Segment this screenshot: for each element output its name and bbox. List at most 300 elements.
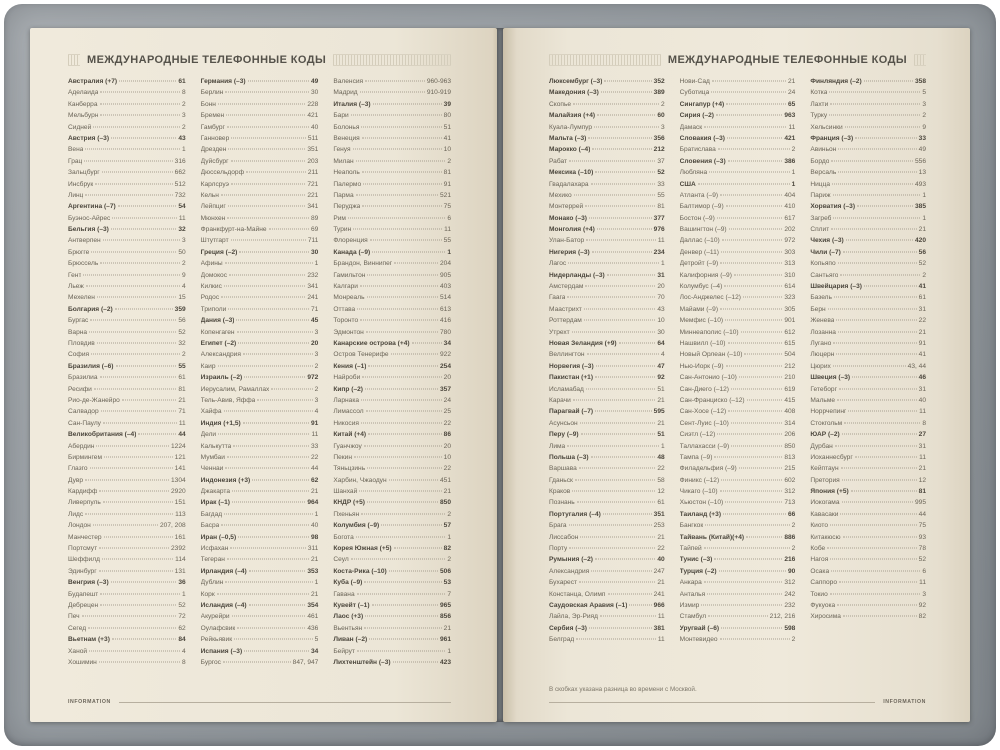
phone-code-row (333, 454, 451, 465)
phone-code: 461 (307, 613, 319, 621)
phone-code: 21 (657, 579, 665, 587)
place-name: Гент (68, 271, 82, 279)
place-name: Загреб (810, 214, 832, 222)
phone-code: 421 (784, 134, 796, 142)
dot-leader (226, 115, 305, 116)
place-name: Венгрия (–3) (68, 579, 109, 587)
dot-leader (356, 160, 446, 161)
phone-code: 514 (440, 294, 451, 302)
dot-leader (833, 217, 920, 218)
phone-code: 80 (443, 112, 451, 120)
phone-code: 1 (791, 180, 796, 188)
dot-leader (99, 491, 169, 492)
phone-code: 242 (784, 590, 796, 598)
dot-leader (85, 194, 172, 195)
dot-leader (362, 172, 442, 173)
phone-code: 11 (919, 408, 926, 416)
dot-leader (231, 183, 305, 184)
dot-leader (830, 103, 920, 104)
phone-code-row (333, 283, 451, 294)
dot-leader (373, 103, 442, 104)
dot-leader (83, 274, 180, 275)
phone-code-row (680, 408, 796, 419)
place-name: Мехелен (68, 294, 95, 302)
phone-code: 253 (653, 522, 665, 530)
dot-leader (225, 92, 309, 93)
place-name: Анталья (679, 590, 706, 598)
place-name: Гамильтон (333, 271, 366, 279)
dot-leader (709, 172, 790, 173)
phone-code-row (333, 636, 451, 647)
phone-code: 2 (182, 123, 186, 131)
phone-code: 2 (447, 510, 451, 518)
phone-code-row (680, 579, 796, 590)
place-name: Индия (+1,5) (200, 419, 241, 427)
place-name: Вена (68, 146, 84, 154)
phone-code-row (549, 226, 665, 237)
dot-leader (356, 536, 446, 537)
place-name: Тяньцзинь (333, 465, 366, 473)
dot-leader (848, 411, 917, 412)
phone-code: 31 (657, 271, 665, 279)
dot-leader (574, 194, 656, 195)
place-name: Портсмут (68, 545, 98, 553)
phone-code: 212, 216 (769, 613, 796, 621)
dot-leader (701, 604, 782, 605)
phone-code: 386 (784, 157, 796, 165)
phone-code-row (68, 454, 186, 465)
phone-code: 113 (175, 510, 186, 518)
place-name: Исламабад (549, 385, 584, 393)
phone-code: 662 (174, 169, 186, 177)
phone-code-row (333, 386, 451, 397)
phone-code: 31 (918, 385, 926, 393)
dot-leader (225, 582, 312, 583)
phone-code: 2392 (171, 545, 186, 553)
phone-code: 415 (784, 396, 796, 404)
dot-leader (362, 377, 441, 378)
left-page-header (68, 52, 451, 67)
place-name: Сеул (333, 556, 349, 564)
dot-leader (585, 286, 655, 287)
phone-code-row (810, 556, 926, 567)
phone-code: 358 (915, 78, 926, 85)
place-name: Шанхай (333, 488, 358, 496)
phone-code-row (68, 648, 186, 659)
phone-code-row (549, 78, 665, 89)
phone-code-row (549, 181, 665, 192)
dot-leader (218, 365, 313, 366)
dot-leader (365, 81, 425, 82)
dot-leader (595, 172, 655, 173)
dot-leader (362, 137, 442, 138)
phone-codes-column-5 (680, 78, 796, 675)
phone-code-row (549, 420, 665, 431)
phone-code-row (680, 226, 796, 237)
place-name: Финляндия (–2) (810, 78, 862, 85)
dot-leader (85, 149, 180, 150)
phone-code: 511 (307, 134, 319, 142)
phone-code: 228 (307, 100, 319, 108)
phone-code: 5 (314, 636, 319, 644)
phone-code: 1 (314, 579, 319, 587)
place-name: Перуджа (333, 203, 361, 211)
place-name: Германия (–3) (200, 78, 246, 85)
phone-code-row (549, 568, 665, 579)
dot-leader (238, 342, 309, 343)
phone-code: 52 (178, 601, 186, 609)
phone-code-row (68, 124, 186, 135)
phone-code: 91 (918, 339, 926, 347)
phone-code-row (333, 545, 451, 556)
phone-code: 721 (307, 180, 319, 188)
phone-code-row (680, 283, 796, 294)
dot-leader (367, 468, 442, 469)
phone-code-row (333, 260, 451, 271)
place-name: Варна (68, 328, 88, 336)
place-name: Эдинбург (68, 567, 97, 575)
place-name: Лихтенштейн (–3) (333, 658, 391, 666)
phone-code-row (201, 169, 319, 180)
place-name: Любляна (679, 169, 708, 177)
place-name: Кобе (810, 545, 826, 553)
phone-code: 2 (922, 271, 926, 279)
phone-code-row (680, 306, 796, 317)
place-name: Колумбия (–9) (333, 522, 380, 530)
phone-code-row (810, 203, 926, 214)
dot-leader (91, 354, 180, 355)
phone-code: 232 (784, 601, 796, 609)
phone-code-row (201, 146, 319, 157)
dot-leader (833, 342, 916, 343)
dot-leader (731, 388, 782, 389)
phone-code-row (333, 374, 451, 385)
dot-leader (597, 229, 652, 230)
phone-code: 20 (443, 442, 451, 450)
place-name: Дебрецен (68, 601, 99, 609)
dot-leader (370, 240, 442, 241)
place-name: Исфахан (200, 545, 229, 553)
phone-code: 356 (653, 134, 665, 142)
phone-code-row (810, 181, 926, 192)
dot-leader (832, 183, 913, 184)
phone-code-row (680, 465, 796, 476)
dot-leader (726, 206, 783, 207)
dot-leader (569, 525, 652, 526)
dot-leader (372, 251, 445, 252)
dot-leader (843, 251, 917, 252)
phone-code-row (333, 465, 451, 476)
place-name: Куала-Лумпур (549, 123, 593, 131)
phone-code-row (680, 351, 796, 362)
dot-leader (99, 570, 173, 571)
dot-leader (238, 536, 309, 537)
place-name: Брюгге (68, 248, 90, 256)
header-hatch-decoration (68, 54, 80, 66)
phone-code-row (810, 443, 926, 454)
phone-code-row (810, 374, 926, 385)
dot-leader (365, 388, 438, 389)
place-name: Авиньон (810, 146, 837, 154)
place-name: Сингапур (+4) (679, 100, 725, 108)
place-name: Гуанчжоу (333, 442, 362, 450)
phone-code: 20 (443, 374, 451, 382)
phone-code-row (68, 283, 186, 294)
dot-leader (100, 604, 176, 605)
phone-codes-column-2 (201, 78, 319, 675)
phone-code-row (549, 215, 665, 226)
place-name: Чехия (–3) (810, 237, 844, 245)
dot-leader (608, 593, 652, 594)
phone-code-row (68, 522, 186, 533)
place-name: Будапешт (68, 590, 99, 598)
place-name: Нови-Сад (679, 78, 710, 85)
phone-code: 2 (314, 362, 319, 370)
place-name: Лайла, Эр-Рияд (549, 613, 598, 621)
dot-leader (102, 559, 173, 560)
place-name: Румыния (–2) (549, 556, 593, 564)
phone-code: 408 (784, 408, 796, 416)
phone-code: 33 (918, 134, 926, 142)
phone-code: 1304 (171, 476, 186, 484)
place-name: Флоренция (333, 237, 368, 245)
phone-code-row (68, 272, 186, 283)
dot-leader (584, 320, 656, 321)
dot-leader (88, 627, 176, 628)
phone-code-row (549, 511, 665, 522)
dot-leader (591, 456, 656, 457)
phone-code: 56 (918, 248, 926, 256)
phone-code-row (810, 351, 926, 362)
dot-leader (111, 137, 176, 138)
phone-code-row (68, 340, 186, 351)
phone-code: 206 (784, 431, 796, 439)
dot-leader (232, 491, 309, 492)
place-name: Корея Южная (+5) (333, 545, 392, 553)
phone-code-row (810, 158, 926, 169)
place-name: Новый Орлеан (–10) (679, 351, 743, 359)
phone-code: 39 (443, 100, 451, 108)
phone-code: 91 (311, 419, 319, 427)
dot-leader (855, 456, 917, 457)
phone-code: 1 (447, 647, 451, 655)
place-name: Варшава (549, 465, 577, 473)
phone-code-row (201, 579, 319, 590)
phone-code-row (201, 568, 319, 579)
place-name: Исландия (–4) (200, 601, 247, 609)
dot-leader (743, 297, 782, 298)
phone-code: 81 (657, 203, 665, 211)
phone-code-row (201, 226, 319, 237)
place-name: Пловдив (68, 339, 95, 347)
dot-leader (84, 160, 172, 161)
phone-code-row (201, 420, 319, 431)
phone-code: 22 (443, 465, 451, 473)
dot-leader (842, 502, 913, 503)
phone-code: 359 (174, 305, 186, 313)
place-name: Денвер (–11) (679, 248, 719, 256)
phone-code: 141 (174, 465, 186, 473)
place-name: Чили (–7) (810, 248, 841, 256)
phone-code: 20 (311, 339, 319, 347)
phone-code-row (333, 511, 451, 522)
phone-code-row (333, 215, 451, 226)
phone-code: 203 (307, 157, 319, 165)
phone-code-row (68, 158, 186, 169)
phone-code-row (810, 568, 926, 579)
phone-code-row (333, 169, 451, 180)
phone-code-row (549, 488, 665, 499)
phone-code-row (810, 226, 926, 237)
phone-code-row (333, 625, 451, 636)
header-hatch-decoration (549, 54, 661, 66)
dot-leader (852, 377, 917, 378)
phone-code: 2920 (171, 488, 186, 496)
dot-leader (840, 513, 916, 514)
place-name: Берлин (200, 89, 224, 97)
phone-code: 49 (311, 78, 319, 85)
place-name: Норвегия (–3) (549, 362, 594, 370)
place-name: Дели (200, 431, 217, 439)
place-name: Стамбул (679, 613, 707, 621)
phone-code: 961 (440, 636, 451, 644)
dot-leader (391, 354, 438, 355)
place-name: Финикс (–12) (679, 476, 720, 484)
dot-leader (239, 251, 309, 252)
phone-code: 22 (918, 317, 926, 325)
dot-leader (739, 377, 782, 378)
phone-code-row (68, 386, 186, 397)
phone-code-row (549, 556, 665, 567)
place-name: Ханой (68, 647, 88, 655)
place-name: Монтевидео (679, 636, 718, 644)
footer-rule (549, 702, 875, 703)
phone-code-row (201, 591, 319, 602)
phone-code-row (810, 511, 926, 522)
phone-code: 311 (307, 545, 319, 553)
phone-code-row (68, 317, 186, 328)
phone-code-row (680, 294, 796, 305)
left-page-footer (68, 696, 451, 708)
dot-leader (243, 422, 309, 423)
phone-code-row (810, 78, 926, 89)
dot-leader (118, 206, 177, 207)
dot-leader (577, 502, 656, 503)
place-name: Саппоро (810, 579, 837, 587)
phone-code-row (333, 329, 451, 340)
dot-leader (597, 115, 655, 116)
dot-leader (728, 342, 783, 343)
place-name: Бургос (200, 658, 221, 666)
place-name: Лахти (810, 100, 829, 108)
phone-code: 61 (918, 294, 926, 302)
place-name: Линц (68, 191, 84, 199)
place-name: Берн (810, 305, 826, 313)
dot-leader (99, 548, 169, 549)
place-name: Дрезден (200, 146, 227, 154)
dot-leader (714, 456, 782, 457)
place-name: Канберра (68, 100, 98, 108)
place-name: Дуйсбург (200, 157, 229, 165)
dot-leader (595, 559, 655, 560)
phone-code-row (680, 488, 796, 499)
dot-leader (704, 126, 786, 127)
phone-code: 11 (788, 123, 796, 131)
phone-code-row (549, 499, 665, 510)
dot-leader (246, 172, 306, 173)
phone-code: 22 (657, 545, 665, 553)
place-name: Триполи (200, 305, 227, 313)
place-name: Даллас (–10) (679, 237, 720, 245)
phone-code: 21 (311, 556, 319, 564)
place-name: Греция (–2) (200, 248, 238, 256)
place-name: Буэнос-Айрес (68, 214, 111, 222)
phone-code-row (810, 420, 926, 431)
phone-code-row (201, 648, 319, 659)
place-name: Палермо (333, 180, 362, 188)
phone-code-row (201, 408, 319, 419)
phone-code-row (549, 408, 665, 419)
phone-code-row (680, 340, 796, 351)
phone-code: 11 (444, 226, 451, 234)
place-name: Париж (810, 191, 831, 199)
phone-code-row (810, 135, 926, 146)
phone-code: 965 (440, 601, 451, 609)
phone-code: 972 (307, 374, 319, 382)
phone-code-row (333, 124, 451, 135)
phone-code-row (333, 249, 451, 260)
dot-leader (698, 183, 790, 184)
phone-code: 34 (443, 339, 451, 347)
dot-leader (94, 388, 176, 389)
phone-code: 57 (443, 522, 451, 530)
dot-leader (569, 548, 655, 549)
phone-code: 40 (657, 556, 665, 564)
dot-leader (595, 377, 655, 378)
place-name: Брюссель (68, 260, 99, 268)
place-name: Мехико (549, 191, 572, 199)
dot-leader (389, 570, 438, 571)
phone-code-row (333, 499, 451, 510)
phone-code: 21 (443, 624, 451, 632)
place-name: Сербия (–3) (549, 624, 587, 632)
place-name: Египет (–2) (200, 339, 237, 347)
phone-code: 2 (791, 636, 796, 644)
dot-leader (100, 92, 180, 93)
phone-code-row (680, 158, 796, 169)
dot-leader (228, 308, 309, 309)
phone-code: 420 (915, 237, 926, 245)
phone-code: 52 (918, 556, 926, 564)
phone-code-row (68, 511, 186, 522)
dot-leader (717, 217, 783, 218)
dot-leader (353, 149, 442, 150)
place-name: Басра (200, 522, 220, 530)
place-name: Льеж (68, 283, 84, 291)
phone-code-row (201, 272, 319, 283)
footer-rule (119, 702, 451, 703)
phone-code-row (333, 397, 451, 408)
dot-leader (704, 548, 790, 549)
place-name: Никосия (333, 419, 359, 427)
phone-code: 351 (653, 510, 665, 518)
dot-leader (229, 274, 305, 275)
place-name: Штутгарт (200, 237, 229, 245)
phone-code: 1 (447, 533, 451, 541)
dot-leader (364, 582, 441, 583)
phone-code: 850 (784, 442, 796, 450)
dot-leader (227, 559, 309, 560)
